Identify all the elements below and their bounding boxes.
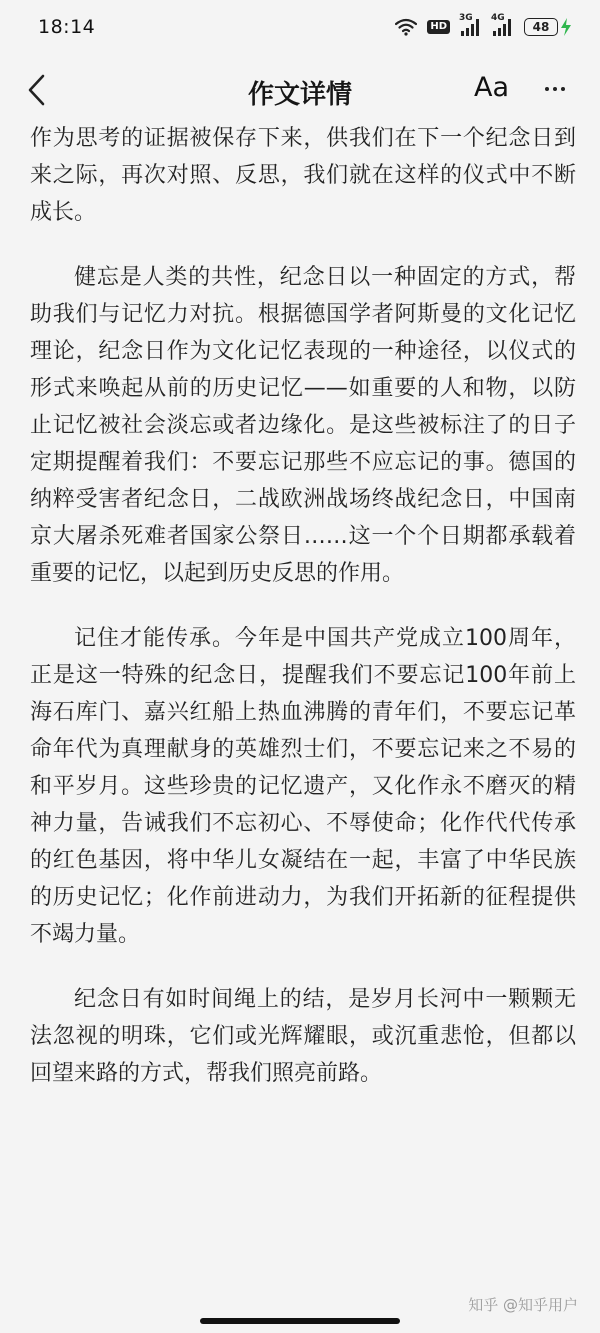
battery-level: 48 <box>524 18 558 36</box>
article-paragraph: 记住才能传承。今年是中国共产党成立100周年，正是这一特殊的纪念日，提醒我们不要忘记100年前上海石库门、嘉兴红船上热血沸腾的青年们，不要忘记革命年代为真理献身的英雄烈士们，不要忘记来之不易的和平岁月。这些珍贵的记忆遗产，又化作永不磨灭的精神力量，告诫我们不忘初心、不辱使命；化作代代传承的红色基因，将中华儿女凝结在一起，丰富了中华民族的历史记忆；化作前进动力，为我们开拓新的征程提供不竭力量。 <box>30 626 576 947</box>
status-icons <box>395 13 572 37</box>
battery-icon <box>524 17 572 37</box>
more-dots-icon <box>561 87 565 91</box>
article-body <box>30 120 576 1092</box>
article-paragraph: 作为思考的证据被保存下来，供我们在下一个纪念日到来之际，再次对照、反思，我们就在这样的仪式中不断成长。 <box>30 126 576 225</box>
status-bar <box>0 0 600 54</box>
status-time: 18:14 <box>38 16 96 38</box>
article-paragraph: 纪念日有如时间绳上的结，是岁月长河中一颗颗无法忽视的明珠，它们或光辉耀眼，或沉重悲怆，但都以回望来路的方式，帮我们照亮前路。 <box>30 987 576 1086</box>
watermark: 知乎 @知乎用户 <box>468 1296 578 1314</box>
font-size-button[interactable]: Aa <box>474 72 510 103</box>
more-dots-icon <box>545 87 549 91</box>
back-chevron-icon <box>27 74 47 106</box>
signal-3g-label: 3G <box>459 13 473 23</box>
home-indicator[interactable] <box>200 1318 400 1324</box>
back-button[interactable] <box>22 72 52 108</box>
more-dots-icon <box>553 87 557 91</box>
more-button[interactable] <box>540 79 570 99</box>
charging-icon <box>560 17 572 37</box>
page-title: 作文详情 <box>247 80 352 110</box>
signal-4g-label: 4G <box>491 13 505 23</box>
signal-3g-icon <box>459 13 482 37</box>
nav-bar <box>0 54 600 128</box>
hd-icon: HD <box>427 20 450 34</box>
signal-4g-icon <box>491 13 514 37</box>
article-paragraph: 健忘是人类的共性，纪念日以一种固定的方式，帮助我们与记忆力对抗。根据德国学者阿斯曼的文化记忆理论，纪念日作为文化记忆表现的一种途径，以仪式的形式来唤起从前的历史记忆——如重要的人和物，以防止记忆被社会淡忘或者边缘化。是这些被标注了的日子定期提醒着我们：不要忘记那些不应忘记的事。德国的纳粹受害者纪念日，二战欧洲战场终战纪念日，中国南京大屠杀死难者国家公祭日……这一个个日期都承载着重要的记忆，以起到历史反思的作用。 <box>30 265 576 586</box>
wifi-icon <box>395 18 417 36</box>
